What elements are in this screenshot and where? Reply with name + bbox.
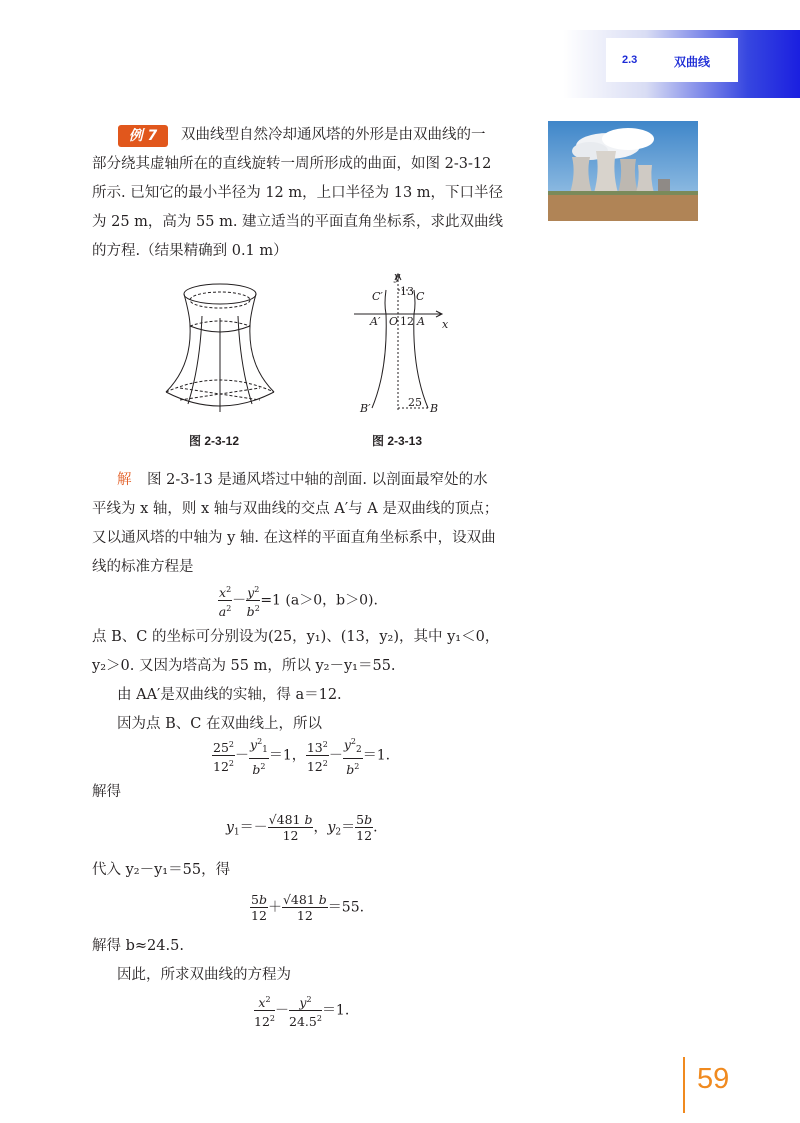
point-label: B (430, 402, 439, 415)
solution-label: 解 (117, 472, 132, 488)
solution-text-line: 图 2-3-13 是通风塔过中轴的剖面. 以剖面最窄处的水 (147, 472, 488, 488)
dimension-label: 13 (400, 285, 414, 298)
example-text-line: 部分绕其虚轴所在的直线旋转一周所形成的曲面，如图 2-3-12 (92, 156, 492, 172)
solution-text-line: 因为点 B、C 在双曲线上，所以 (117, 716, 322, 732)
section-title: 双曲线 (674, 55, 711, 69)
solution-text-line: 点 B、C 的坐标可分别设为(25，y₁)、(13，y₂)，其中 y₁＜0， (92, 629, 500, 645)
solution-text-line: 由 AA′是双曲线的实轴，得 a＝12. (117, 687, 342, 703)
page-number: 59 (697, 1063, 730, 1095)
solution-text-line: 因此，所求双曲线的方程为 (117, 967, 291, 983)
point-label: C (416, 290, 425, 303)
cross-section-figure (350, 270, 460, 420)
substituted-equation: $\frac{5b}{12}$ ＋ $\frac{√481 b}{12}$ ＝55. (251, 892, 365, 923)
solution-text-line: 平线为 x 轴，则 x 轴与双曲线的交点 A′与 A 是双曲线的顶点； (92, 501, 499, 517)
solution-text-line: y₂＞0. 又因为塔高为 55 m，所以 y₂－y₁＝55. (92, 658, 396, 674)
solution-text-line: 解得 (92, 784, 121, 800)
solution-text-line: 又以通风塔的中轴为 y 轴. 在这样的平面直角坐标系中，设双曲 (92, 530, 496, 546)
axis-label-x: x (442, 318, 449, 331)
cooling-tower-photo (548, 121, 698, 221)
example-text-line: 所示. 已知它的最小半径为 12 m，上口半径为 13 m，下口半径 (92, 185, 504, 201)
point-label: B′ (360, 402, 371, 415)
standard-equation: $\frac{x^2}{a^2}$ － $\frac{y^2}{b^2}$ =1 (a＞0，b＞0). (218, 582, 378, 619)
solution-text-line: 代入 y₂－y₁＝55，得 (92, 862, 231, 878)
dimension-label: 12 (400, 315, 414, 328)
point-label: C′ (372, 290, 383, 303)
point-label: A′ (370, 315, 381, 328)
solution-text-line: 线的标准方程是 (92, 559, 194, 575)
example-text-line: 为 25 m，高为 55 m. 建立适当的平面直角坐标系，求此双曲线 (92, 214, 504, 230)
example-text-line: 的方程.（结果精确到 0.1 m） (92, 243, 288, 259)
cooling-tower-figure (160, 276, 280, 426)
final-equation: $\frac{x^2}{12^2}$ － $\frac{y^2}{24.5^2}$ ＝1. (254, 992, 349, 1029)
figure-caption: 图 2-3-13 (372, 434, 423, 448)
point-label: A (417, 315, 425, 328)
section-number: 2.3 (622, 54, 638, 66)
equation-condition: =1 (a＞0，b＞0). (260, 592, 378, 609)
figure-caption: 图 2-3-12 (189, 434, 240, 448)
point-equations: $\frac{25^2}{12^2}$ － $\frac{y^2_1}{b^2}$ ＝1， $\frac{13^2}{12^2}$ － $\frac{y^2_2}{b^2}$ ＝1. (212, 734, 390, 777)
origin-label: O (389, 315, 399, 328)
dimension-label: 25 (408, 396, 422, 409)
example-tag: 例 7 (118, 125, 168, 147)
y-solutions: $y_1=-$ $\frac{√481 b}{12}$ ，$y_2=$ $\frac{5b}{12}$ . (226, 812, 378, 843)
page-number-rule (683, 1057, 685, 1113)
solution-text-line: 解得 b≈24.5. (92, 938, 184, 954)
example-text-line: 双曲线型自然冷却通风塔的外形是由双曲线的一 (181, 127, 486, 143)
axis-label-y: y (394, 270, 401, 283)
